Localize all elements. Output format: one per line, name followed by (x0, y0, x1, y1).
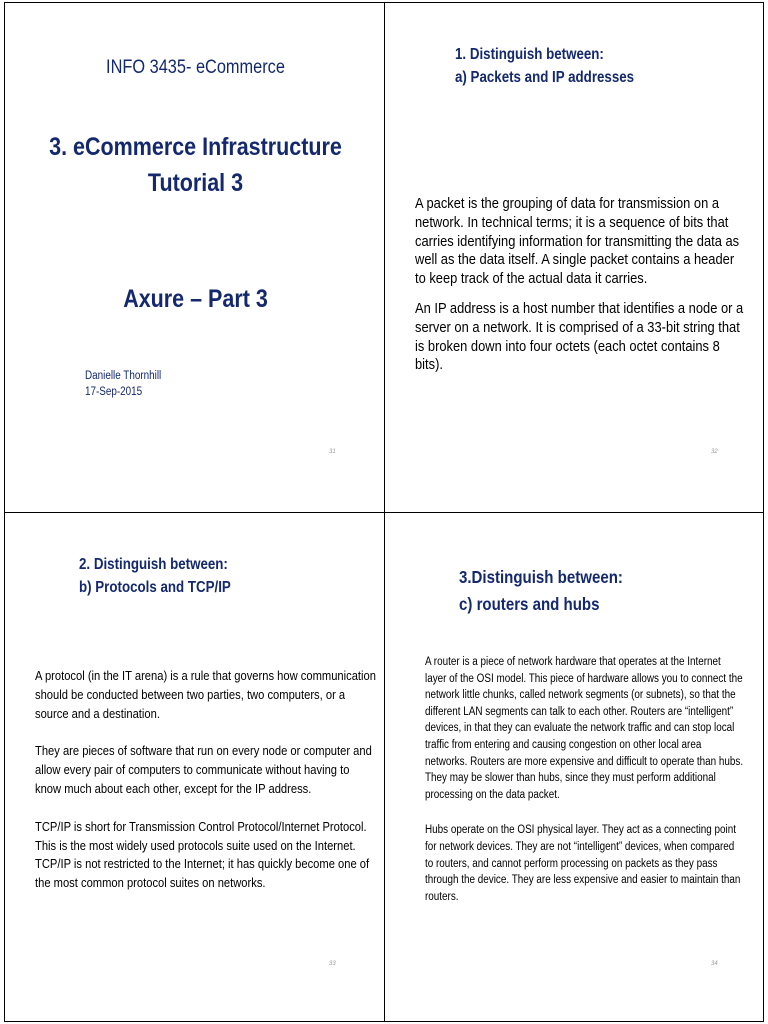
heading-line-2: b) Protocols and TCP/IP (79, 579, 231, 596)
slide-subtitle: Axure – Part 3 (123, 285, 268, 313)
title-line-2: Tutorial 3 (147, 169, 244, 197)
slide-body (425, 654, 743, 905)
heading-line-2: c) routers and hubs (459, 594, 600, 614)
heading-line-1: 3.Distinguish between: (459, 567, 623, 587)
paragraph: They are pieces of software that run on every node or computer and allow every pair of computers to communicate without having to know much about each other, except for the IP address. (35, 743, 372, 796)
paragraph: A packet is the grouping of data for transmission on a network. In technical terms; it is a sequence of bits that carries identifying information for transmitting the data as well as the data itself. A single packet contains a header to keep track of the actual data it carries. (415, 195, 740, 288)
slide-number: 31 (329, 449, 336, 455)
slide-packets-ip (384, 2, 764, 513)
heading-line-1: 1. Distinguish between: (455, 46, 604, 63)
paragraph: An IP address is a host number that identifies a node or a server on a network. It is comprised of a 33-bit string that is broken down into four octets (each octet contains 8 bits). (415, 299, 744, 374)
slide-title-heading (32, 129, 360, 201)
slide-heading (455, 43, 634, 89)
slide-protocols-tcpip (4, 512, 385, 1022)
slide-body (35, 667, 377, 893)
slide-number: 32 (711, 449, 718, 455)
heading-line-2: a) Packets and IP addresses (455, 69, 635, 86)
slide-body (415, 195, 746, 375)
paragraph: TCP/IP is short for Transmission Control Protocol/Internet Protocol. This is the most widely used protocols suite used on the Internet. TCP/IP is not restricted to the Internet; it has quickly become one of the most common protocol suites on networks. (35, 818, 370, 891)
slide-title (4, 2, 385, 513)
slide-heading (459, 564, 623, 618)
author-block (85, 368, 161, 400)
slide-heading (79, 553, 231, 599)
presentation-date: 17-Sep-2015 (85, 386, 143, 398)
paragraph: A router is a piece of network hardware that operates at the Internet layer of the OSI model. This piece of hardware allows you to connect the network little chunks, called network segments (or subnets), so that the different LAN segments can talk to each other. Routers are “intelligent” devices, in that they can evaluate the network traffic and can stop local traffic from entering and causing congestion on other local area networks. Routers are more expensive and difficult to operate than hubs. They may be slower than hubs, since they must perform additional processing on the data packet. (425, 656, 744, 801)
slide-number: 34 (711, 961, 718, 967)
slide-number: 33 (329, 961, 336, 967)
slide-routers-hubs (384, 512, 764, 1022)
paragraph: A protocol (in the IT arena) is a rule that governs how communication should be conducted between two parties, two computers, or a source and a destination. (35, 668, 376, 721)
heading-line-1: 2. Distinguish between: (79, 556, 228, 573)
course-name: INFO 3435- eCommerce (106, 57, 285, 78)
title-line-1: 3. eCommerce Infrastructure (49, 133, 342, 161)
author-name: Danielle Thornhill (85, 370, 162, 382)
paragraph: Hubs operate on the OSI physical layer. They act as a connecting point for network devices. They are not “intelligent” devices, when compared to routers, and cannot perform processing on packets as they pass through the device. They are less expensive and easier to maintain than routers. (425, 824, 741, 903)
